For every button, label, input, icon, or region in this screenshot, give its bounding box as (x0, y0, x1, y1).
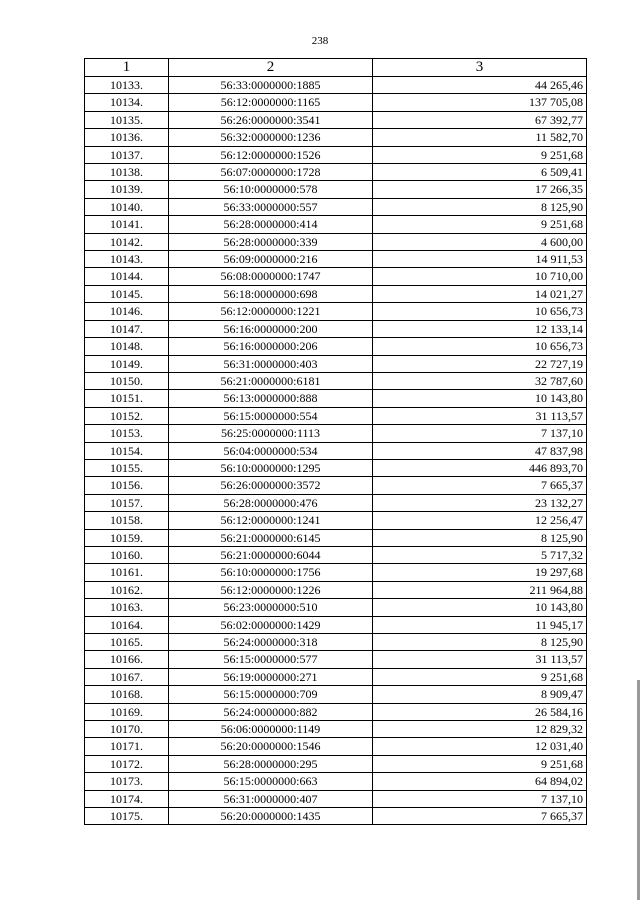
table-row (85, 703, 587, 720)
amount-cell: 9 251,68 (373, 668, 587, 685)
amount-cell: 64 894,02 (373, 773, 587, 790)
amount-cell: 211 964,88 (373, 581, 587, 598)
table-row (85, 755, 587, 772)
table-row (85, 686, 587, 703)
row-number-cell: 10172. (85, 755, 169, 772)
amount-cell: 10 143,80 (373, 390, 587, 407)
row-number-cell: 10151. (85, 390, 169, 407)
table-body (85, 77, 587, 825)
amount-cell: 5 717,32 (373, 546, 587, 563)
table-row (85, 198, 587, 215)
amount-cell: 19 297,68 (373, 564, 587, 581)
amount-cell: 8 125,90 (373, 198, 587, 215)
cadastral-number-cell: 56:04:0000000:534 (169, 442, 373, 459)
table-row (85, 599, 587, 616)
amount-cell: 7 137,10 (373, 425, 587, 442)
cadastral-number-cell: 56:28:0000000:295 (169, 755, 373, 772)
amount-cell: 11 945,17 (373, 616, 587, 633)
table-row (85, 338, 587, 355)
amount-cell: 31 113,57 (373, 407, 587, 424)
amount-cell: 10 656,73 (373, 303, 587, 320)
amount-cell: 26 584,16 (373, 703, 587, 720)
cadastral-number-cell: 56:31:0000000:407 (169, 790, 373, 807)
table-row (85, 146, 587, 163)
row-number-cell: 10166. (85, 651, 169, 668)
table-row (85, 721, 587, 738)
table-row (85, 546, 587, 563)
amount-cell: 10 143,80 (373, 599, 587, 616)
cadastral-number-cell: 56:24:0000000:318 (169, 634, 373, 651)
row-number-cell: 10149. (85, 355, 169, 372)
cadastral-number-cell: 56:21:0000000:6145 (169, 529, 373, 546)
amount-cell: 137 705,08 (373, 94, 587, 111)
page-number: 238 (311, 35, 329, 47)
cadastral-number-cell: 56:06:0000000:1149 (169, 721, 373, 738)
table-row (85, 94, 587, 111)
amount-cell: 67 392,77 (373, 111, 587, 128)
amount-cell: 9 251,68 (373, 755, 587, 772)
row-number-cell: 10161. (85, 564, 169, 581)
table-row (85, 407, 587, 424)
cadastral-number-cell: 56:31:0000000:403 (169, 355, 373, 372)
row-number-cell: 10144. (85, 268, 169, 285)
amount-cell: 446 893,70 (373, 459, 587, 476)
cadastral-number-cell: 56:15:0000000:663 (169, 773, 373, 790)
cadastral-number-cell: 56:10:0000000:1756 (169, 564, 373, 581)
row-number-cell: 10136. (85, 129, 169, 146)
amount-cell: 14 021,27 (373, 285, 587, 302)
table-row (85, 355, 587, 372)
cadastral-number-cell: 56:15:0000000:709 (169, 686, 373, 703)
header-row (85, 59, 587, 77)
cadastral-number-cell: 56:28:0000000:339 (169, 233, 373, 250)
row-number-cell: 10162. (85, 581, 169, 598)
amount-cell: 23 132,27 (373, 494, 587, 511)
cadastral-number-cell: 56:16:0000000:206 (169, 338, 373, 355)
cadastral-number-cell: 56:15:0000000:554 (169, 407, 373, 424)
row-number-cell: 10164. (85, 616, 169, 633)
amount-cell: 47 837,98 (373, 442, 587, 459)
row-number-cell: 10165. (85, 634, 169, 651)
row-number-cell: 10148. (85, 338, 169, 355)
cadastral-number-cell: 56:13:0000000:888 (169, 390, 373, 407)
amount-cell: 32 787,60 (373, 372, 587, 389)
amount-cell: 4 600,00 (373, 233, 587, 250)
table-row (85, 285, 587, 302)
cadastral-number-cell: 56:07:0000000:1728 (169, 164, 373, 181)
amount-cell: 8 909,47 (373, 686, 587, 703)
row-number-cell: 10160. (85, 546, 169, 563)
row-number-cell: 10133. (85, 77, 169, 94)
cadastral-number-cell: 56:33:0000000:557 (169, 198, 373, 215)
amount-cell: 10 656,73 (373, 338, 587, 355)
amount-cell: 12 256,47 (373, 512, 587, 529)
amount-cell: 44 265,46 (373, 77, 587, 94)
amount-cell: 11 582,70 (373, 129, 587, 146)
cadastral-number-cell: 56:24:0000000:882 (169, 703, 373, 720)
row-number-cell: 10134. (85, 94, 169, 111)
amount-cell: 17 266,35 (373, 181, 587, 198)
table-row (85, 129, 587, 146)
cadastral-number-cell: 56:21:0000000:6181 (169, 372, 373, 389)
cadastral-number-cell: 56:10:0000000:1295 (169, 459, 373, 476)
cadastral-number-cell: 56:15:0000000:577 (169, 651, 373, 668)
amount-cell: 12 829,32 (373, 721, 587, 738)
row-number-cell: 10156. (85, 477, 169, 494)
table-row (85, 668, 587, 685)
amount-cell: 7 665,37 (373, 477, 587, 494)
table-row (85, 459, 587, 476)
row-number-cell: 10167. (85, 668, 169, 685)
table-row (85, 320, 587, 337)
table-row (85, 372, 587, 389)
cadastral-number-cell: 56:02:0000000:1429 (169, 616, 373, 633)
table-row (85, 634, 587, 651)
cadastral-number-cell: 56:12:0000000:1241 (169, 512, 373, 529)
row-number-cell: 10171. (85, 738, 169, 755)
row-number-cell: 10163. (85, 599, 169, 616)
amount-cell: 8 125,90 (373, 634, 587, 651)
row-number-cell: 10168. (85, 686, 169, 703)
cadastral-number-cell: 56:25:0000000:1113 (169, 425, 373, 442)
row-number-cell: 10147. (85, 320, 169, 337)
table-row (85, 233, 587, 250)
table-row (85, 164, 587, 181)
row-number-cell: 10170. (85, 721, 169, 738)
row-number-cell: 10143. (85, 251, 169, 268)
cadastral-number-cell: 56:10:0000000:578 (169, 181, 373, 198)
table-row (85, 494, 587, 511)
cadastral-number-cell: 56:23:0000000:510 (169, 599, 373, 616)
cadastral-number-cell: 56:19:0000000:271 (169, 668, 373, 685)
cadastral-number-cell: 56:33:0000000:1885 (169, 77, 373, 94)
table-row (85, 251, 587, 268)
row-number-cell: 10139. (85, 181, 169, 198)
cadastral-number-cell: 56:16:0000000:200 (169, 320, 373, 337)
amount-cell: 7 137,10 (373, 790, 587, 807)
row-number-cell: 10135. (85, 111, 169, 128)
row-number-cell: 10157. (85, 494, 169, 511)
table-row (85, 181, 587, 198)
table-row (85, 442, 587, 459)
cadastral-number-cell: 56:20:0000000:1435 (169, 808, 373, 825)
table-row (85, 581, 587, 598)
table-row (85, 808, 587, 825)
cadastral-number-cell: 56:28:0000000:476 (169, 494, 373, 511)
column-header-3: 3 (373, 59, 587, 77)
column-header-1: 1 (85, 59, 169, 77)
amount-cell: 14 911,53 (373, 251, 587, 268)
amount-cell: 31 113,57 (373, 651, 587, 668)
table-row (85, 564, 587, 581)
row-number-cell: 10140. (85, 198, 169, 215)
amount-cell: 12 133,14 (373, 320, 587, 337)
cadastral-number-cell: 56:09:0000000:216 (169, 251, 373, 268)
cadastral-number-cell: 56:21:0000000:6044 (169, 546, 373, 563)
cadastral-number-cell: 56:20:0000000:1546 (169, 738, 373, 755)
row-number-cell: 10138. (85, 164, 169, 181)
row-number-cell: 10142. (85, 233, 169, 250)
amount-cell: 9 251,68 (373, 146, 587, 163)
cadastral-number-cell: 56:28:0000000:414 (169, 216, 373, 233)
row-number-cell: 10152. (85, 407, 169, 424)
table-row (85, 303, 587, 320)
table-row (85, 773, 587, 790)
cadastral-number-cell: 56:12:0000000:1165 (169, 94, 373, 111)
table-row (85, 651, 587, 668)
amount-cell: 7 665,37 (373, 808, 587, 825)
row-number-cell: 10137. (85, 146, 169, 163)
cadastral-number-cell: 56:12:0000000:1226 (169, 581, 373, 598)
cadastral-number-cell: 56:18:0000000:698 (169, 285, 373, 302)
row-number-cell: 10153. (85, 425, 169, 442)
column-header-2: 2 (169, 59, 373, 77)
table-row (85, 616, 587, 633)
row-number-cell: 10174. (85, 790, 169, 807)
table-row (85, 111, 587, 128)
cadastral-number-cell: 56:08:0000000:1747 (169, 268, 373, 285)
row-number-cell: 10154. (85, 442, 169, 459)
registry-table (84, 58, 587, 825)
table-row (85, 790, 587, 807)
amount-cell: 10 710,00 (373, 268, 587, 285)
table-row (85, 529, 587, 546)
table-row (85, 512, 587, 529)
row-number-cell: 10173. (85, 773, 169, 790)
row-number-cell: 10159. (85, 529, 169, 546)
row-number-cell: 10145. (85, 285, 169, 302)
row-number-cell: 10169. (85, 703, 169, 720)
cadastral-number-cell: 56:12:0000000:1221 (169, 303, 373, 320)
row-number-cell: 10141. (85, 216, 169, 233)
amount-cell: 8 125,90 (373, 529, 587, 546)
row-number-cell: 10146. (85, 303, 169, 320)
table-row (85, 477, 587, 494)
row-number-cell: 10158. (85, 512, 169, 529)
cadastral-number-cell: 56:32:0000000:1236 (169, 129, 373, 146)
amount-cell: 6 509,41 (373, 164, 587, 181)
table-row (85, 425, 587, 442)
table-row (85, 268, 587, 285)
table-row (85, 216, 587, 233)
row-number-cell: 10175. (85, 808, 169, 825)
row-number-cell: 10155. (85, 459, 169, 476)
table-row (85, 77, 587, 94)
cadastral-number-cell: 56:26:0000000:3541 (169, 111, 373, 128)
amount-cell: 22 727,19 (373, 355, 587, 372)
row-number-cell: 10150. (85, 372, 169, 389)
amount-cell: 9 251,68 (373, 216, 587, 233)
cadastral-number-cell: 56:26:0000000:3572 (169, 477, 373, 494)
table-row (85, 738, 587, 755)
cadastral-number-cell: 56:12:0000000:1526 (169, 146, 373, 163)
amount-cell: 12 031,40 (373, 738, 587, 755)
table-row (85, 390, 587, 407)
